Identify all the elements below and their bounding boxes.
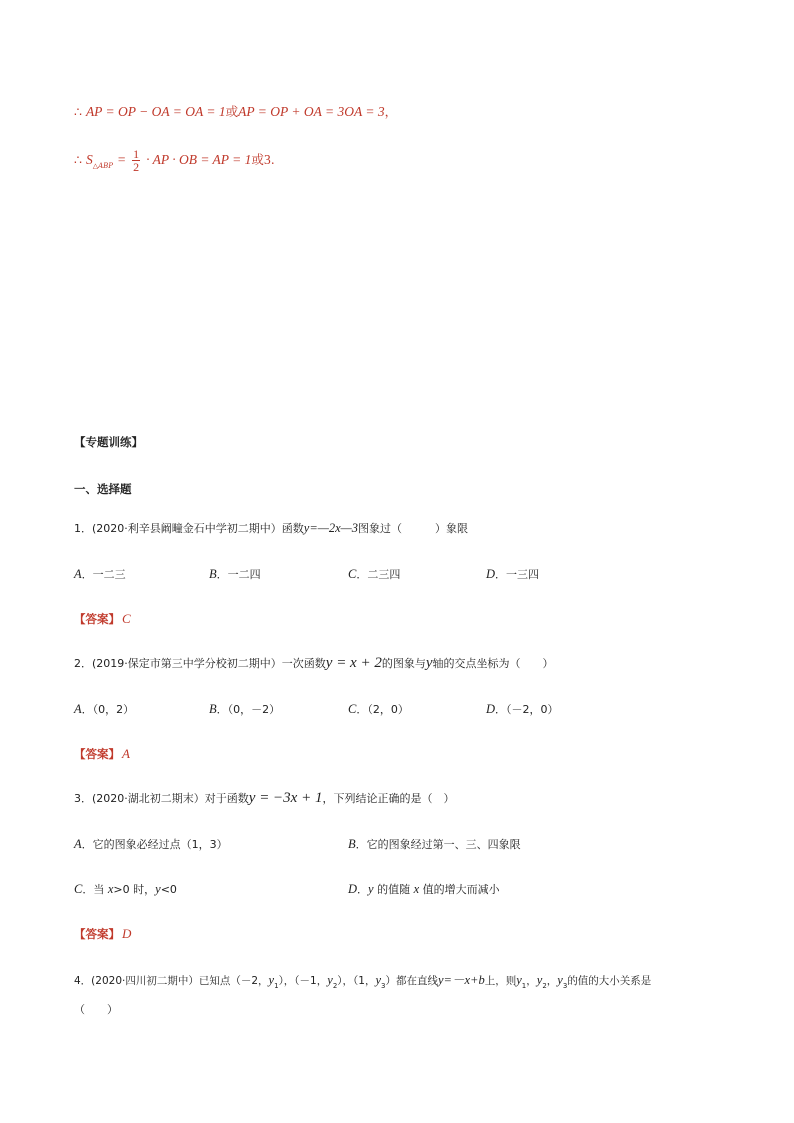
question-2-option-c: C．（2，0）	[348, 702, 409, 716]
question-1-math: y=—2x—3	[303, 521, 359, 535]
area-symbol: S	[85, 152, 93, 167]
area-value: 3	[263, 152, 271, 167]
question-1-stem	[74, 520, 468, 537]
option-text-mid: >0 时，	[113, 883, 156, 896]
question-3-option-d: D．y 的值随 x 值的增大而减小	[348, 882, 500, 896]
question-2-text-end: 轴的交点坐标为（ ）	[432, 657, 554, 670]
option-text-end: 值的增大而减小	[419, 883, 500, 896]
question-2-math: y = x + 2	[325, 655, 382, 671]
question-3-stem	[74, 790, 454, 807]
question-4-continuation: （ ）	[74, 1003, 118, 1016]
subscript-2: 2	[542, 982, 547, 990]
answer-label: 【答案】	[74, 747, 120, 761]
solution-line-2	[74, 148, 275, 174]
option-text: （0，2）	[92, 703, 135, 716]
fraction-numerator: 1	[133, 147, 140, 161]
question-1-option-d: D．一三四	[486, 567, 540, 581]
y-symbol: y	[516, 973, 522, 987]
fraction-half	[132, 148, 140, 173]
question-3-math: y = −3x + 1	[248, 790, 323, 806]
option-label: C	[348, 567, 357, 581]
option-text: 的值随	[373, 883, 414, 896]
line-end: .	[270, 152, 275, 167]
equation-1: AP = OP − OA = OA = 1	[85, 104, 226, 119]
question-3-option-b: B．它的图象经过第一、三、四象限	[348, 837, 521, 851]
option-math-x: x	[413, 882, 420, 896]
question-2-answer	[74, 746, 130, 762]
part-title: 一、选择题	[74, 482, 132, 496]
option-label: C	[74, 882, 83, 896]
question-4-stem	[74, 972, 651, 994]
answer-label: 【答案】	[74, 927, 120, 941]
therefore-symbol: ∴	[74, 104, 82, 119]
y-symbol: y	[268, 973, 275, 987]
section-title: 【专题训练】	[74, 435, 143, 449]
question-3-option-c: C．当 x>0 时，y<0	[74, 882, 177, 896]
option-label: B	[348, 837, 356, 851]
question-3-answer	[74, 926, 131, 942]
option-text: 当	[93, 883, 105, 896]
question-1-option-b: B．一二四	[209, 567, 261, 581]
option-label: D	[348, 882, 358, 896]
question-4-text: 4．(2020·四川初二期中）已知点（－2，	[74, 975, 269, 987]
question-1-answer	[74, 611, 131, 627]
answer-value: D	[122, 926, 132, 941]
option-text: （2，0）	[367, 703, 409, 716]
option-label: D	[486, 702, 496, 716]
question-4-text-2: ），（－1，	[278, 975, 328, 987]
equation-2: AP = OP + OA = 3OA = 3	[238, 104, 385, 119]
option-text: 一二四	[227, 568, 261, 581]
option-text: （－2，0）	[506, 703, 559, 716]
answer-value: A	[122, 746, 130, 761]
y-symbol: y	[375, 973, 382, 987]
question-3-text-end: ，下列结论正确的是（ ）	[322, 792, 455, 805]
option-text-end: <0	[160, 883, 177, 896]
fraction-denominator: 2	[133, 160, 140, 174]
option-label: C	[348, 702, 357, 716]
option-label: B	[209, 567, 217, 581]
question-4-text-end: 的值的大小关系是	[567, 975, 652, 987]
option-text: 它的图象经过第一、三、四象限	[366, 838, 521, 851]
equals-sign: =	[116, 152, 127, 167]
area-subscript: △ABP	[92, 162, 113, 170]
subscript-1: 1	[521, 982, 527, 990]
option-label: A	[74, 837, 82, 851]
question-2-option-b: B．（0，－2）	[209, 702, 281, 716]
question-2-text: 2．(2019·保定市第三中学分校初二期中）一次函数	[74, 657, 326, 670]
comma: ，	[546, 975, 558, 987]
comma: ，	[526, 975, 537, 987]
subscript-3: 3	[381, 982, 386, 990]
question-1-option-a: A．一二三	[74, 567, 126, 581]
y-symbol: y	[536, 973, 543, 987]
option-text: 一二三	[92, 568, 126, 581]
answer-value: C	[122, 611, 131, 626]
question-1-text-end: 图象过（ ）象限	[358, 522, 469, 535]
option-math-x: x	[107, 882, 114, 896]
question-2-axis: y	[425, 655, 433, 671]
option-math-y: y	[155, 882, 161, 896]
option-text: 一三四	[506, 568, 540, 581]
option-label: A	[74, 702, 82, 716]
question-1-option-c: C．二三四	[348, 567, 401, 581]
y-symbol: y	[557, 973, 563, 987]
option-text: 它的图象必经过点（1，3）	[92, 838, 228, 851]
question-4-text-3: ），（1，	[337, 975, 376, 987]
line-equation: y=－x+b	[438, 973, 485, 987]
option-math-y: y	[368, 882, 374, 896]
question-2-stem	[74, 655, 554, 672]
therefore-symbol: ∴	[74, 152, 82, 167]
subscript-2: 2	[332, 982, 338, 990]
solution-line-1	[74, 104, 397, 120]
question-2-text-mid: 的图象与	[381, 657, 426, 670]
question-1-text: 1．(2020·利辛县阚疃金石中学初二期中）函数	[74, 522, 304, 535]
line-end: ，	[384, 104, 398, 119]
option-label: D	[486, 567, 496, 581]
option-label: B	[209, 702, 217, 716]
area-expression: · AP · OB = AP = 1	[146, 152, 252, 167]
y-symbol: y	[327, 973, 333, 987]
question-2-option-d: D．（－2，0）	[486, 702, 559, 716]
subscript-3: 3	[562, 982, 568, 990]
answer-label: 【答案】	[74, 612, 120, 626]
subscript-1: 1	[274, 982, 279, 990]
question-4-text-4: ）都在直线	[385, 975, 438, 987]
question-3-option-a: A．它的图象必经过点（1，3）	[74, 837, 228, 851]
question-3-text: 3．(2020·湖北初二期末）对于函数	[74, 792, 249, 805]
option-label: A	[74, 567, 82, 581]
question-2-option-a: A．（0，2）	[74, 702, 135, 716]
or-word: 或	[225, 104, 239, 119]
option-text: 二三四	[367, 568, 401, 581]
option-text: （0，－2）	[227, 703, 281, 716]
or-word: 或	[251, 152, 264, 167]
question-4-text-5: 上，则	[484, 975, 517, 987]
